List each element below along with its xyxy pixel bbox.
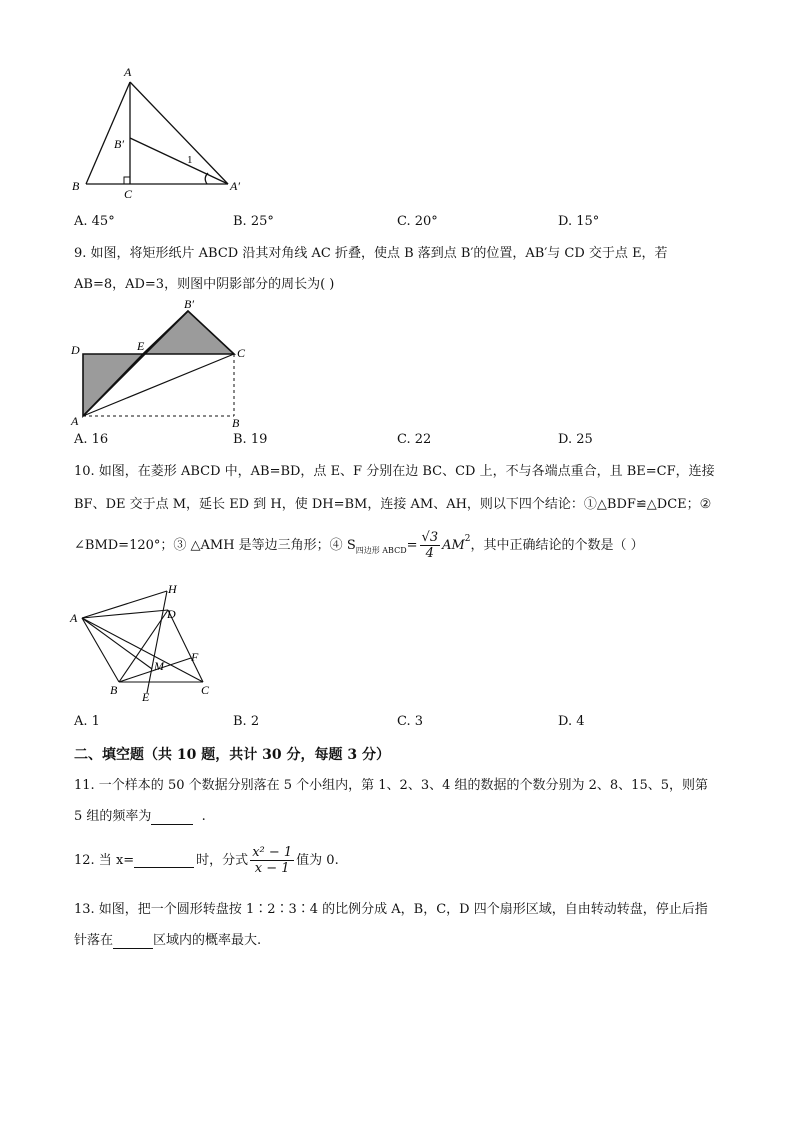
q9-option-d: D. 25 xyxy=(558,432,593,447)
q8-side-aa-prime xyxy=(130,82,228,184)
q10-line3-text-a: ∠BMD=120°；③ △AMH 是等边三角形；④ S xyxy=(74,538,356,553)
q9-label-c: C xyxy=(237,346,246,360)
q8-side-b-prime-a-prime xyxy=(130,138,228,184)
q8-label-c: C xyxy=(124,187,133,201)
q12-prefix: 12. 当 x= xyxy=(74,853,135,868)
q10-label-e: E xyxy=(142,690,150,704)
q8-label-a-prime: A′ xyxy=(230,179,240,193)
q10-line3-equals: = xyxy=(406,538,418,553)
q8-label-a: A xyxy=(124,65,132,79)
q10-option-c: C. 3 xyxy=(397,714,424,729)
q9-label-e: E xyxy=(137,339,145,353)
q9-option-a: A. 16 xyxy=(74,432,109,447)
q13-stem-line-1: 13. 如图，把一个圆形转盘按 1∶2∶3∶4 的比例分成 A，B，C，D 四个扇形区域，自由转动转盘，停止后指 xyxy=(74,902,708,917)
q8-option-b: B. 25° xyxy=(233,214,274,229)
q8-label-b: B xyxy=(72,179,80,193)
q8-label-angle-1: 1 xyxy=(187,154,193,166)
q9-fold-figure xyxy=(66,294,266,430)
q10-line-he xyxy=(147,591,167,693)
q10-line3-text-c: ，其中正确结论的个数是（ ） xyxy=(470,538,644,553)
q10-area-fraction xyxy=(420,530,441,561)
q9-option-c: C. 22 xyxy=(397,432,432,447)
q13-line2-text-b: 区域内的概率最大. xyxy=(153,933,262,948)
q10-stem-line-3 xyxy=(74,530,644,561)
q8-option-a: A. 45° xyxy=(74,214,115,229)
q9-stem-line-2: AB=8，AD=3，则图中阴影部分的周长为( ) xyxy=(74,277,335,292)
q8-right-angle-mark xyxy=(124,177,130,184)
q8-option-d: D. 15° xyxy=(558,214,600,229)
q12-suffix: 值为 0. xyxy=(296,853,339,868)
q13-answer-blank[interactable] xyxy=(113,935,153,949)
q8-option-c: C. 20° xyxy=(397,214,438,229)
q10-label-b: B xyxy=(110,683,118,697)
q9-shaded-triangle-ecb-prime xyxy=(143,311,234,354)
q10-label-a: A xyxy=(70,611,78,625)
section-title-fill-in: 二、填空题（共 10 题，共计 30 分，每题 3 分） xyxy=(74,747,390,763)
q11-stem-line-1: 11. 一个样本的 50 个数据分别落在 5 个小组内，第 1、2、3、4 组的数据的个数分别为 2、8、15、5，则第 xyxy=(74,778,708,793)
q10-label-h: H xyxy=(168,582,177,596)
q8-triangle-figure xyxy=(60,60,260,210)
q10-fraction-denominator: 4 xyxy=(425,546,434,561)
q9-label-d: D xyxy=(71,343,80,357)
q9-label-b-prime: B′ xyxy=(184,297,194,311)
q10-stem-line-2: BF、DE 交于点 M，延长 ED 到 H，使 DH=BM，连接 AM、AH，则以下四个结论：①△BDF≌△DCE；② xyxy=(74,497,712,512)
q9-stem-line-1: 9. 如图，将矩形纸片 ABCD 沿其对角线 AC 折叠，使点 B 落到点 B′的位置，AB′与 CD 交于点 E，若 xyxy=(74,246,668,261)
q10-option-b: B. 2 xyxy=(233,714,260,729)
q10-option-a: A. 1 xyxy=(74,714,100,729)
q10-rhombus-figure xyxy=(64,580,224,705)
q10-label-c: C xyxy=(201,683,210,697)
q12-fraction xyxy=(250,845,294,876)
q10-label-d: D xyxy=(167,607,176,621)
q10-label-f: F xyxy=(191,650,199,664)
q11-line2-text: 5 组的频率为 xyxy=(74,809,152,824)
q10-stem-line-1: 10. 如图，在菱形 ABCD 中，AB=BD，点 E、F 分别在边 BC、CD 上，不与各端点重合，且 BE=CF，连接 xyxy=(74,464,715,479)
q11-stem-line-2 xyxy=(74,808,206,825)
q12-fraction-numerator: x² − 1 xyxy=(252,845,293,860)
q11-line2-period: . xyxy=(201,809,206,824)
q13-stem-line-2 xyxy=(74,932,261,949)
q10-line3-superscript: 2 xyxy=(464,534,471,544)
q12-mid-text: 时，分式 xyxy=(196,853,249,868)
q8-side-ab xyxy=(86,82,130,184)
q10-line3-subscript: 四边形 ABCD xyxy=(355,546,407,555)
q12-fraction-denominator: x − 1 xyxy=(254,861,290,876)
q10-fraction-numerator: √3 xyxy=(421,530,439,545)
q10-line-am xyxy=(82,618,152,669)
q9-option-b: B. 19 xyxy=(233,432,268,447)
q10-line3-text-am: AM xyxy=(442,538,465,553)
q12-stem xyxy=(74,845,339,876)
q10-label-m: M xyxy=(154,659,164,673)
q12-answer-blank[interactable] xyxy=(134,854,194,868)
q11-answer-blank[interactable] xyxy=(151,811,193,825)
q13-line2-text-a: 针落在 xyxy=(74,933,114,948)
q9-label-a: A xyxy=(71,414,79,428)
q8-label-b-prime: B′ xyxy=(114,137,124,151)
q9-label-b: B xyxy=(232,416,240,430)
q10-option-d: D. 4 xyxy=(558,714,585,729)
